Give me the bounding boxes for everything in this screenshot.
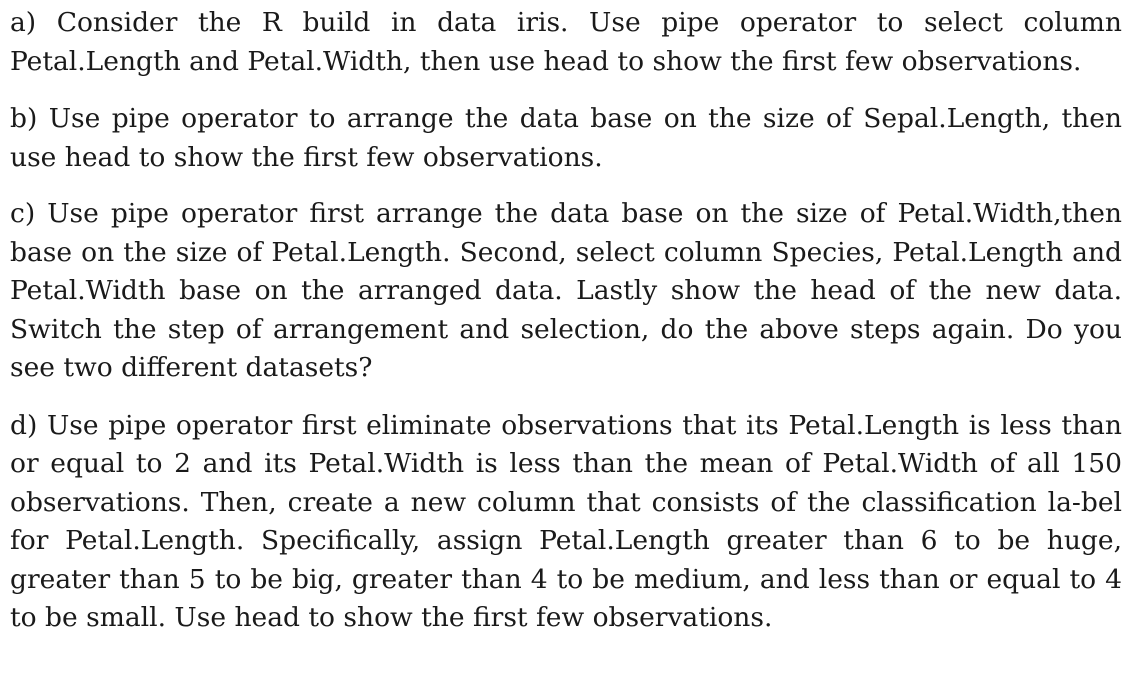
assignment-document bbox=[10, 4, 1122, 638]
question-c: c) Use pipe operator first arrange the data base on the size of Petal.Width,then base on the size of Petal.Length. Second, select column Species, Petal.Length and Petal.Width base on the arranged data. Lastly show the head of the new data. Switch the step of arrangement and selection, do the above steps again. Do you see two different datasets? bbox=[10, 198, 1122, 383]
question-b: b) Use pipe operator to arrange the data base on the size of Sepal.Length, then use head to show the first few observations. bbox=[10, 103, 1122, 173]
question-a: a) Consider the R build in data iris. Use pipe operator to select column Petal.Length and Petal.Width, then use head to show the first few observations. bbox=[10, 7, 1122, 77]
question-d: d) Use pipe operator first eliminate observations that its Petal.Length is less than or equal to 2 and its Petal.Width is less than the mean of Petal.Width of all 150 observations. Then, create a new column that consists of the classification la-bel for Petal.Length. Specifically, assign Petal.Length greater than 6 to be huge, greater than 5 to be big, greater than 4 to be medium, and less than or equal to 4 to be small. Use head to show the first few observations. bbox=[10, 409, 1122, 633]
